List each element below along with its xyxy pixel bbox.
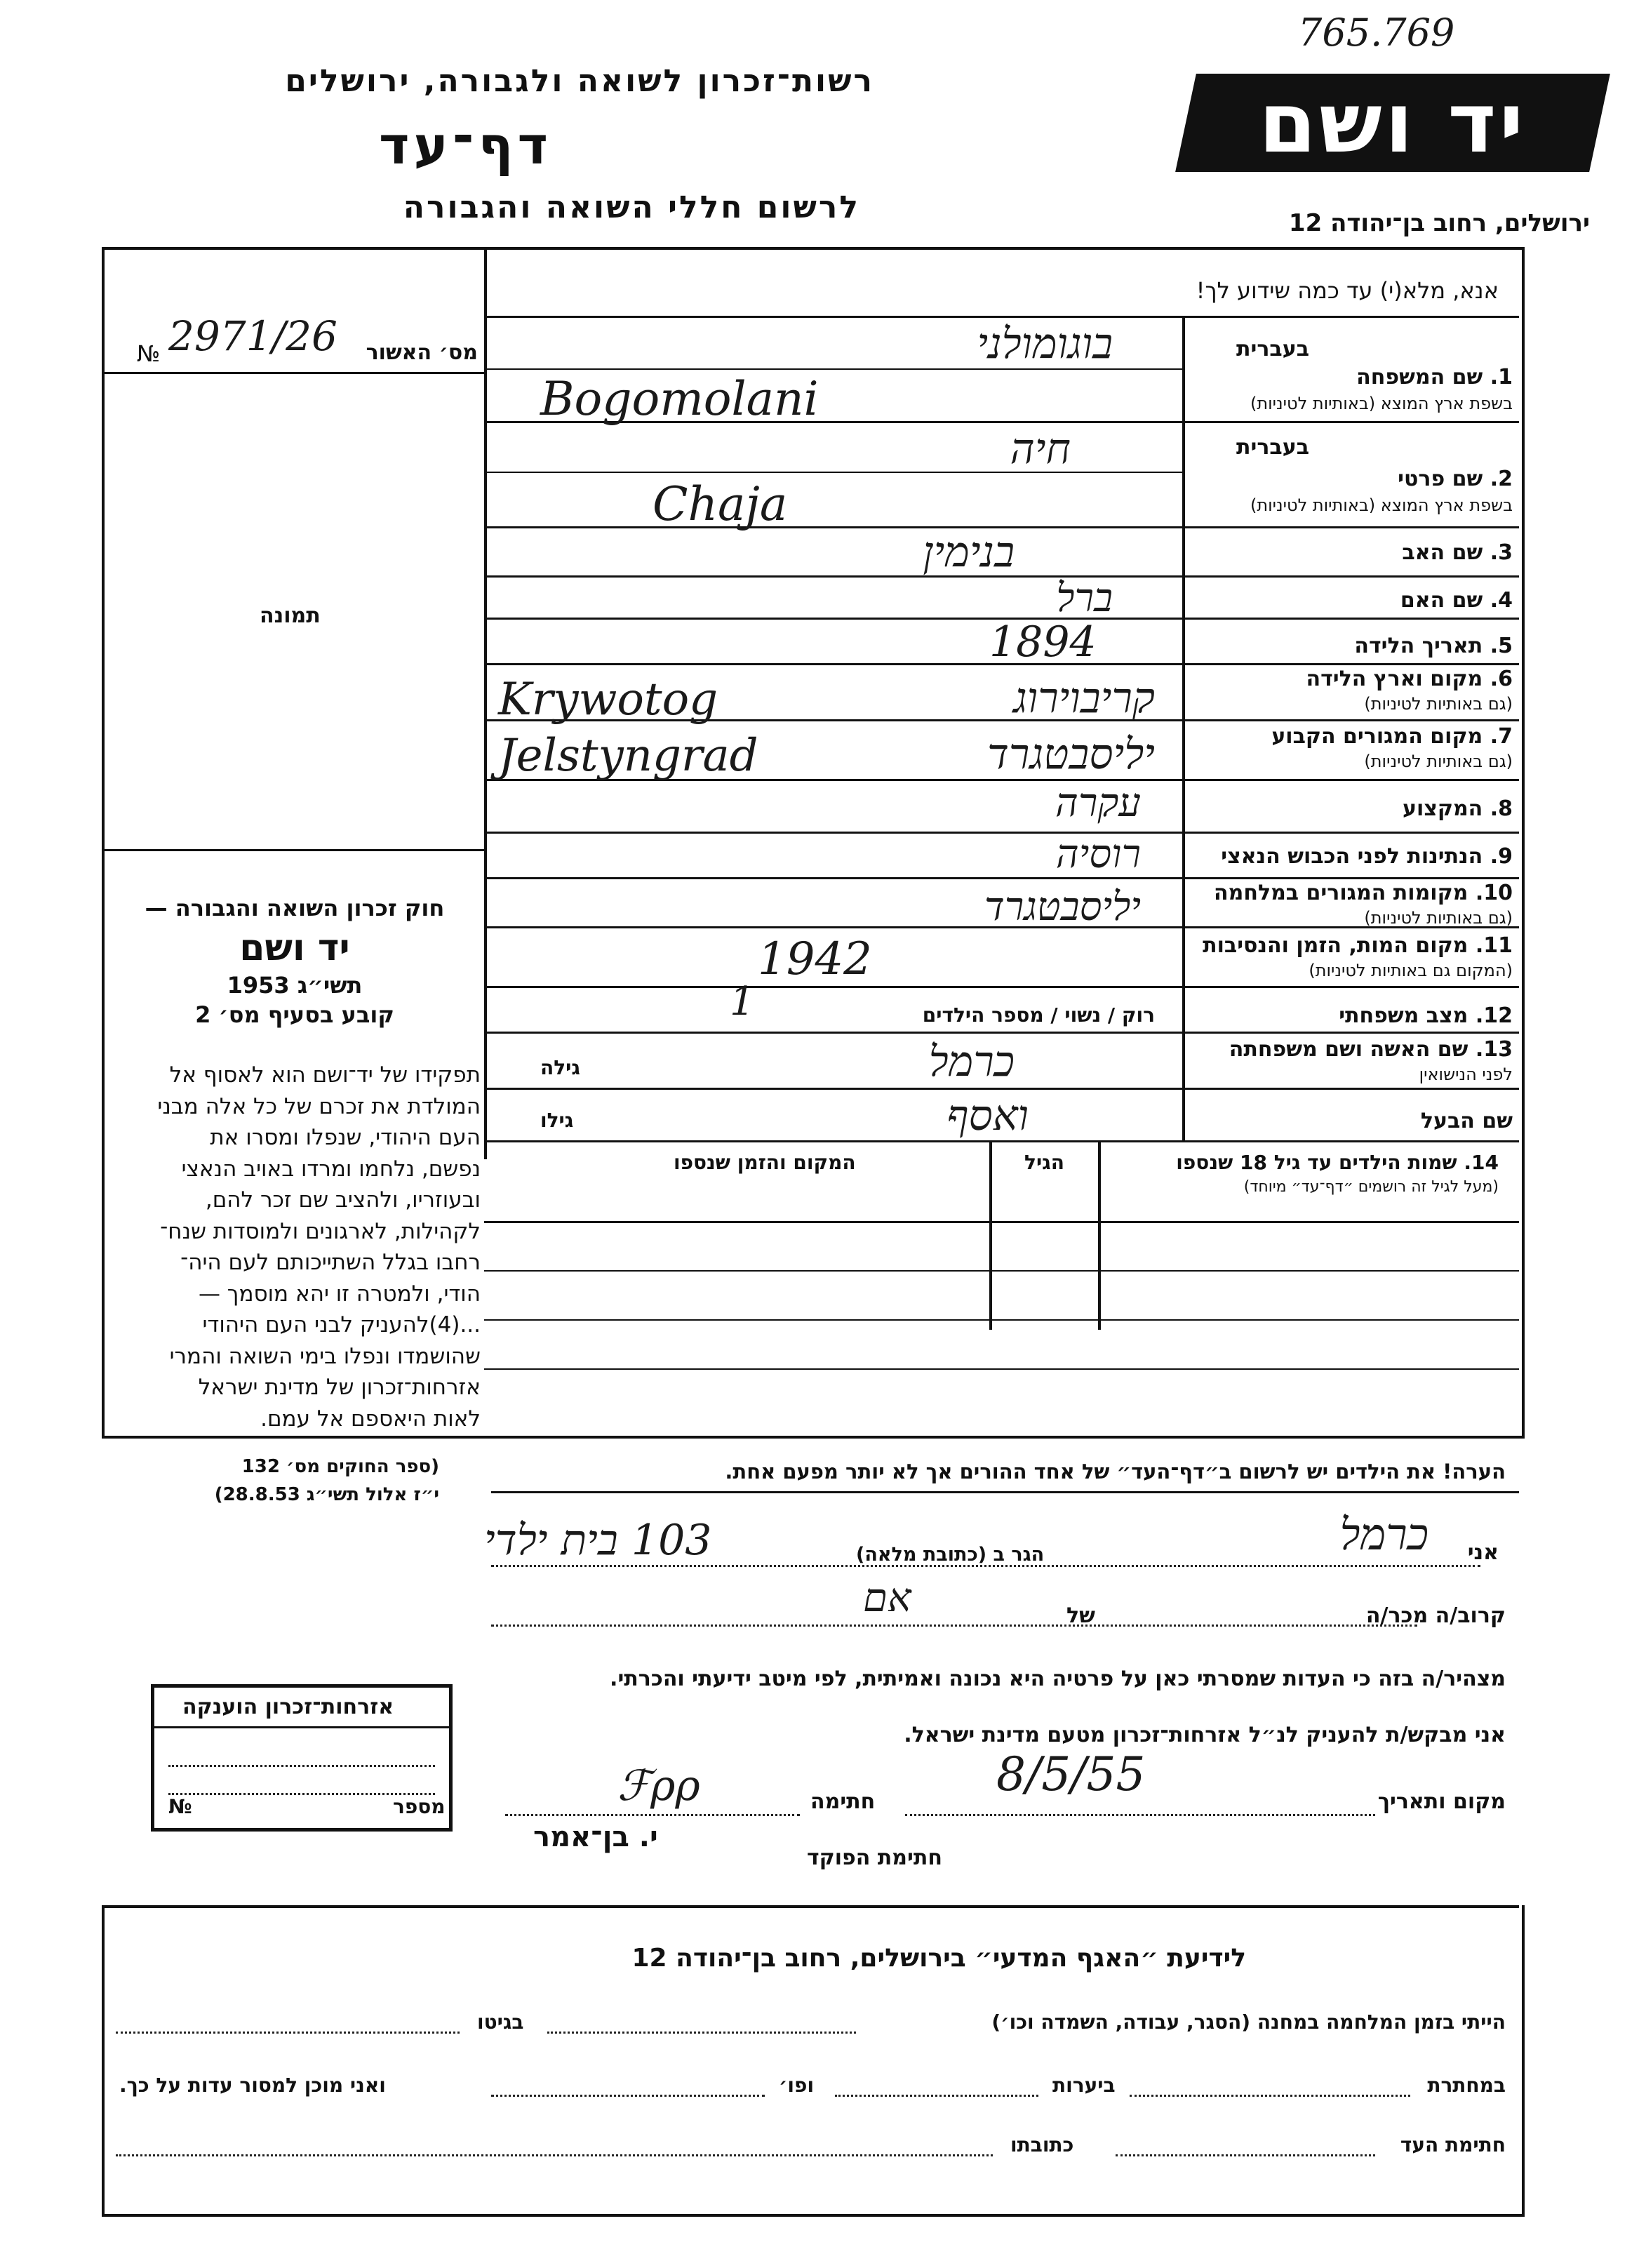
children-col-place: המקום והזמן שנספו	[674, 1151, 856, 1174]
relation-value[interactable]: אם	[863, 1575, 911, 1621]
law-name: יד ושם	[239, 927, 350, 969]
field-first-name-label: 2. שם פרטי בשפת ארץ המוצא (באותיות לטיניות)	[1250, 467, 1513, 515]
bottom-witness-signature-label: חתימת העד	[1400, 2133, 1506, 2156]
declarant-ani-label: אני	[1467, 1540, 1499, 1565]
citizenship-value[interactable]: רוסיה	[1055, 832, 1141, 877]
page-subtitle: לרשום חללי השואה והגבורה	[403, 189, 860, 225]
law-line: שהושמדו ונפלו בימי השואה והמרי	[169, 1343, 481, 1369]
law-line: לאות היאספם אל עמם.	[260, 1406, 481, 1432]
bottom-testimony-label: ואני מוכן למסור עדות על כך.	[119, 2074, 386, 2097]
place-date-label: מקום ותאריך	[1377, 1789, 1506, 1814]
official-signature-label: חתימת הפוקד	[807, 1846, 942, 1870]
death-value[interactable]: 1942	[758, 933, 872, 985]
law-line: אזרחות־זכרון של מדינת ישראל	[198, 1375, 481, 1400]
bottom-title: לידיעת ״האגף המדעי״ בירושלים, רחוב בן־יהודה 12	[631, 1944, 1246, 1973]
mother-name-value[interactable]: ברל	[1056, 575, 1113, 621]
bottom-address-label: כתובתו	[1010, 2133, 1074, 2156]
field-death-label: 11. מקום המות, הזמן והנסיבות (המקום גם באותיות לטיניות)	[1203, 933, 1513, 980]
last-name-latin[interactable]: Bogomolani	[540, 372, 819, 426]
citizenship-number-sign: №	[168, 1795, 192, 1818]
children-note: הערה! את הילדים יש לרשום ב״דף־העד״ של אחד ההורים אך לא יותר מפעם אחת.	[725, 1460, 1506, 1483]
field-last-name-label: 1. שם המשפחה בשפת ארץ המוצא (באותיות לטיניות)	[1250, 365, 1513, 413]
law-line: ...(4)להעניק לבני העם היהודי	[202, 1312, 481, 1338]
law-clause: קובע בסעיף מס׳ 2	[195, 1001, 394, 1028]
field-citizenship-label: 9. הנתינות לפני הכבוש הנאצי	[1221, 844, 1513, 869]
field-profession-label: 8. המקצוע	[1402, 796, 1513, 821]
declarant-name-value[interactable]: כרמל	[1339, 1509, 1428, 1560]
wife-name-value[interactable]: כרמל	[928, 1037, 1015, 1086]
birthplace-latin[interactable]: Krywotog	[498, 674, 718, 726]
marital-options: רוק / נשוי / מספר הילדים	[922, 1003, 1155, 1027]
law-line: הודי, ולמטרה זו יהא מוסמך —	[198, 1281, 481, 1307]
bottom-underground-label: במחתרת	[1427, 2074, 1506, 2097]
birth-date-value[interactable]: 1894	[989, 618, 1097, 667]
place-date-value[interactable]: 8/5/55	[996, 1747, 1146, 1801]
bottom-forest-label: ביערות	[1052, 2074, 1116, 2097]
bottom-etc-label: ופו׳	[779, 2074, 815, 2097]
photo-label: תמונה	[260, 603, 321, 628]
birthplace-hebrew[interactable]: קריבוירוג	[1013, 674, 1155, 723]
field-residence-label: 7. מקום המגורים הקבוע (גם באותיות לטיניות)	[1271, 724, 1513, 771]
law-text	[112, 1060, 481, 1434]
husband-age-label: גילו	[540, 1109, 574, 1132]
field-birth-date-label: 5. תאריך הלידה	[1354, 634, 1513, 658]
authority-name: רשות־זכרון לשואה ולגבורה, ירושלים	[285, 63, 874, 99]
declaration-text: מצהיר/ה בזה כי העדות שמסרתי כאן על פרטיה היא נכונה ואמיתית, לפי מיטב ידיעתי והכרתי.	[610, 1667, 1506, 1691]
field-birthplace-label: 6. מקום וארץ הלידה (גם באותיות לטיניות)	[1306, 667, 1513, 714]
law-line: ובעוזריו, ולהציב שם זכר להם,	[205, 1187, 481, 1213]
field-wartime-residence-label: 10. מקומות המגורים במלחמה (גם באותיות לטיניות)	[1214, 881, 1513, 928]
wife-age-label: גילה	[540, 1056, 580, 1079]
signature-label: חתימה	[810, 1789, 876, 1814]
children-header: 14. שמות הילדים עד גיל 18 שנספו (מעל לגיל זה רושמים ״דף־עד״ מיוחד)	[1176, 1151, 1499, 1196]
wartime-residence-value[interactable]: יליסבטגרד	[984, 884, 1141, 930]
law-line: המולדת את זכרם של כל אלה מבני	[157, 1093, 481, 1119]
father-name-value[interactable]: בנימין	[923, 528, 1015, 577]
law-title: חוק זכרון השואה והגבורה —	[145, 895, 445, 921]
field-father-label: 3. שם האב	[1402, 540, 1513, 565]
first-name-latin[interactable]: Chaja	[653, 477, 788, 531]
official-stamp: י. בן־אמר	[533, 1821, 658, 1853]
law-line: נפשם, נלחמו ומרדו באויב הנאצי	[181, 1156, 481, 1182]
logo-text: יד ושם	[1259, 74, 1527, 171]
declarant-address-value[interactable]: 103 בית ילדי	[484, 1516, 712, 1565]
field-last-name-lang: בעברית	[1236, 337, 1309, 361]
field-mother-label: 4. שם האם	[1400, 588, 1513, 613]
bottom-line1-label: הייתי בזמן המלחמה במחנה (הסגר, עבודה, השמדה וכו׳)	[991, 2010, 1506, 2034]
field-wife-label: 13. שם האשה ושם משפחתה לפני הנישואין	[1229, 1037, 1513, 1084]
law-source: (ספר החוקים מס׳ 132	[241, 1456, 439, 1477]
last-name-hebrew[interactable]: בוגומולני	[977, 319, 1113, 368]
bottom-frame	[102, 1905, 1525, 2217]
signature-mark: ℱρρ	[617, 1761, 700, 1810]
profession-value[interactable]: עקרה	[1055, 780, 1141, 826]
approval-number-value[interactable]: 2971/26	[168, 312, 337, 360]
field-marital-label: 12. מצב משפחתי	[1339, 1003, 1513, 1028]
law-year: תשי״ג 1953	[227, 972, 363, 999]
children-col-age: הגיל	[1024, 1151, 1064, 1174]
children-count-value[interactable]: 1	[730, 979, 755, 1025]
yad-vashem-logo	[1175, 74, 1610, 172]
archive-number: 765.769	[1298, 11, 1455, 55]
law-line: תפקידו של יד־ושם הוא לאסוף אל	[169, 1062, 481, 1088]
citizenship-box-title: אזרחות־זכרון הוענקה	[182, 1695, 394, 1719]
approval-number-sign: №	[137, 340, 161, 367]
header-address: ירושלים, רחוב בן־יהודה 12	[1288, 209, 1590, 237]
law-line: העם היהודי, שנפלו ומסרו את	[210, 1125, 481, 1150]
field-husband-label: שם הבעל	[1420, 1109, 1513, 1133]
field-first-name-lang: בעברית	[1236, 435, 1309, 460]
request-text: אני מבקש/ת להעניק לנ״ל אזרחות־זכרון מטעם מדינת ישראל.	[904, 1723, 1506, 1747]
approval-label: מס׳ האשור	[366, 340, 478, 365]
residence-latin[interactable]: Jelstyngrad	[498, 730, 758, 782]
relation-shel-label: של	[1066, 1603, 1095, 1628]
husband-name-value[interactable]: ואסף	[946, 1091, 1029, 1140]
first-name-hebrew[interactable]: חיה	[1010, 425, 1071, 474]
law-line: לקהילות, לארגונים ולמוסדות שנח־	[160, 1218, 481, 1244]
relation-label: קרוב/ה מכר/ה	[1365, 1603, 1506, 1628]
declarant-resides-label: הגר ב (כתובת מלאה)	[856, 1544, 1045, 1566]
law-block	[112, 895, 477, 1028]
page-title: דף־עד	[379, 116, 552, 176]
law-line: רחבו בגלל השתייכותם לעם היה־	[180, 1250, 481, 1275]
bottom-ghetto-label: בגיטו	[477, 2010, 524, 2034]
instructions: אנא, מלא(י) עד כמה שידוע לך!	[1196, 277, 1499, 304]
residence-hebrew[interactable]: יליסבטגרד	[986, 730, 1155, 779]
citizenship-number-label: מספר	[393, 1795, 446, 1818]
law-source-date: י״ז אלול תשי״ג 28.8.53)	[214, 1484, 439, 1505]
